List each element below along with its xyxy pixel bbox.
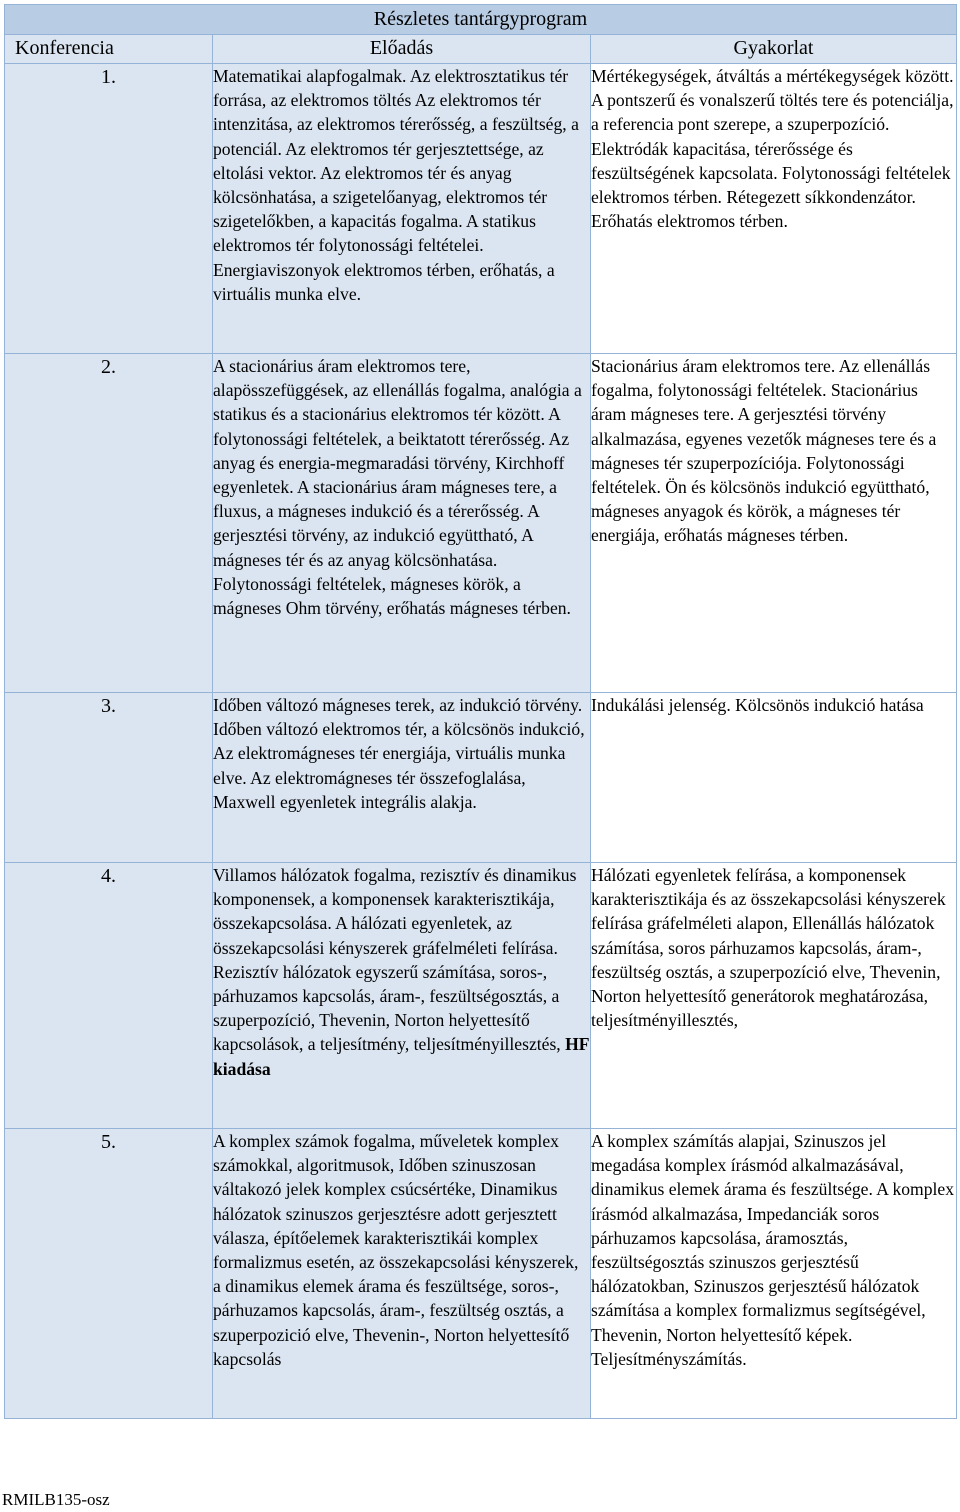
- row-number: 3.: [5, 693, 213, 863]
- table-row: [5, 354, 957, 693]
- practice-cell: [591, 693, 957, 863]
- lecture-text: A komplex számok fogalma, műveletek komplex számokkal, algoritmusok, Időben szinuszosan váltakozó jelek komplex csúcsértéke, Dinamikus hálózatok szinuszos gerjesztésre adott gerjesztett válasza, építőelemek karakterisztikái komplex formalizmus esetén, az összekapcsolási kényszerek, a dinamikus elemek árama és feszültsége, soros-, párhuzamos kapcsolás, áram-, feszültség osztás, a szuperpozició elve, Thevenin-, Norton helyettesítő kapcsolás: [213, 1131, 579, 1369]
- lecture-cell: [213, 693, 591, 863]
- table-row: [5, 863, 957, 1129]
- practice-text: Indukálási jelenség. Kölcsönös indukció hatása: [591, 695, 924, 715]
- table-row: [5, 693, 957, 863]
- row-number: 2.: [5, 354, 213, 693]
- lecture-text: Matematikai alapfogalmak. Az elektrosztatikus tér forrása, az elektromos töltés Az elektromos tér intenzitása, az elektromos térerősség, a feszültség, a potenciál. Az elektromos tér gerjesztettsége, az eltolási vektor. Az elektromos tér és anyag kölcsönhatása, a szigetelőanyag, elektromos tér szigetelőkben, a kapacitás fogalma. A statikus elektromos tér folytonossági feltételei. Energiaviszonyok elektromos térben, erőhatás, a virtuális munka elve.: [213, 66, 579, 304]
- header-gyakorlat: Gyakorlat: [591, 35, 957, 64]
- table-header-row: [5, 35, 957, 64]
- practice-cell: [591, 64, 957, 354]
- header-konferencia: Konferencia: [5, 35, 213, 64]
- header-eloadas: Előadás: [213, 35, 591, 64]
- practice-text: Hálózati egyenletek felírása, a komponensek karakterisztikája és az összekapcsolási kényszerek felírása gráfelméleti alapon, Ellenállás hálózatok számítása, soros párhuzamos kapcsolás, áram-, feszültség osztás, a szuperpozíció elve, Thevenin, Norton helyettesítő generátorok meghatározása, teljesítményillesztés,: [591, 865, 946, 1031]
- curriculum-table: [4, 4, 957, 1419]
- lecture-cell: [213, 64, 591, 354]
- practice-cell: [591, 1129, 957, 1419]
- practice-cell: [591, 863, 957, 1129]
- practice-cell: [591, 354, 957, 693]
- lecture-cell: [213, 354, 591, 693]
- row-number: 4.: [5, 863, 213, 1129]
- lecture-text: A stacionárius áram elektromos tere, alapösszefüggések, az ellenállás fogalma, analógia a statikus és a stacionárius elektromos tér között. A folytonossági feltételek, a beiktatott térerősség. Az anyag és energia-megmaradási törvény, Kirchhoff egyenletek. A stacionárius áram mágneses tere, a fluxus, a mágneses indukció és a térerősség. A gerjesztési törvény, az indukció együttható, A mágneses tér és az anyag kölcsönhatása. Folytonossági feltételek, mágneses körök, a mágneses Ohm törvény, erőhatás mágneses térben.: [213, 356, 582, 619]
- table-title-row: [5, 5, 957, 35]
- table-row: [5, 1129, 957, 1419]
- lecture-cell: [213, 1129, 591, 1419]
- row-number: 1.: [5, 64, 213, 354]
- row-number: 5.: [5, 1129, 213, 1419]
- table-title: Részletes tantárgyprogram: [5, 5, 957, 35]
- practice-text: Mértékegységek, átváltás a mértékegységek között. A pontszerű és vonalszerű töltés tere és potenciálja, a referencia pont szerepe, a szuperpozíció. Elektródák kapacitása, térerőssége és feszültségének kapcsolata. Folytonossági feltételek elektromos térben. Rétegezett síkkondenzátor. Erőhatás elektromos térben.: [591, 66, 954, 232]
- lecture-text: Villamos hálózatok fogalma, rezisztív és dinamikus komponensek, a komponensek karakterisztikája, összekapcsolása. A hálózati egyenletek, az összekapcsolási kényszerek gráfelméleti felírása. Rezisztív hálózatok egyszerű számítása, soros-, párhuzamos kapcsolás, áram-, feszültségosztás, a szuperpozíció, Thevenin, Norton helyettesítő kapcsolások, a teljesítmény, teljesítményillesztés,: [213, 865, 577, 1055]
- hf-kiadasa-label: HF kiadása: [213, 1034, 589, 1079]
- document-code: RMILB135-osz: [2, 1490, 110, 1509]
- practice-text: A komplex számítás alapjai, Szinuszos jel megadása komplex írásmód alkalmazásával, dinamikus elemek árama és feszültsége. A komplex írásmód alkalmazása, Impedanciák soros párhuzamos kapcsolása, áramosztás, feszültségosztás szinuszos gerjesztésű hálózatokban, Szinuszos gerjesztésű hálózatok számítása a komplex formalizmus segítségével, Thevenin, Norton helyettesítő képek. Teljesítményszámítás.: [591, 1131, 955, 1369]
- table-row: [5, 64, 957, 354]
- lecture-text: Időben változó mágneses terek, az indukció törvény. Időben változó elektromos tér, a kölcsönös indukció, Az elektromágneses tér energiája, virtuális munka elve. Az elektromágneses tér összefoglalása, Maxwell egyenletek integrális alakja.: [213, 695, 585, 812]
- lecture-cell: [213, 863, 591, 1129]
- practice-text: Stacionárius áram elektromos tere. Az ellenállás fogalma, folytonossági feltételek. Stacionárius áram mágneses tere. A gerjesztési törvény alkalmazása, egyenes vezetők mágneses tere és a mágneses tér szuperpozíciója. Folytonossági feltételek. Ön és kölcsönös indukció együttható, mágneses anyagok és körök, a mágneses tér energiája, erőhatás mágneses térben.: [591, 356, 937, 546]
